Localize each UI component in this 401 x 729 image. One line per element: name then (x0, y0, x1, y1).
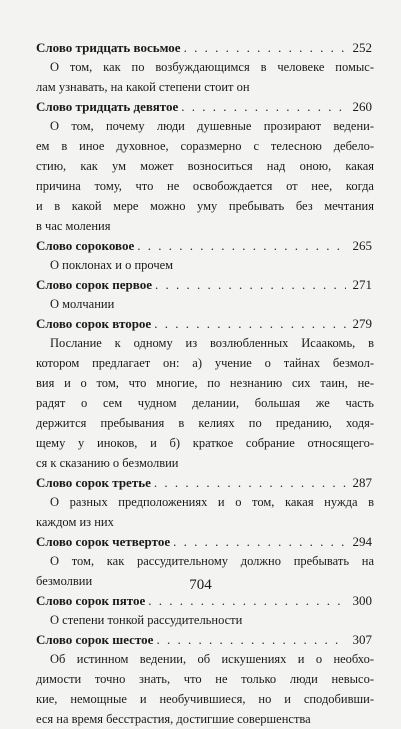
description-line: О степени тонкой рассудительности (50, 613, 243, 627)
entry-page-number: 252 (352, 40, 372, 55)
description-line: каждом из них (36, 515, 114, 529)
description-line: О молчании (50, 297, 115, 311)
description-line: лам узнавать, на какой степени стоит он (36, 80, 250, 94)
description-line: и в какой мере можно уму пребывать без мечтания (36, 199, 374, 213)
description-line: ем в иное духовное, соразмерно с телесною дебело- (36, 139, 374, 153)
entry-description (36, 492, 374, 532)
entry-title-text: Слово сорок второе (36, 316, 152, 331)
description-line: ся к сказанию о безмолвии (36, 456, 179, 470)
description-line: О поклонах и о прочем (50, 258, 174, 272)
entry-description (36, 57, 374, 97)
leader-dots (155, 277, 346, 293)
description-line: держится пребывания в келиях по преданию, ходя- (36, 416, 374, 430)
entry-title-text: Слово сороковое (36, 238, 135, 253)
description-line: причина тому, что не освобождается от нее, когда (36, 179, 374, 193)
description-line: О разных предположениях и о том, какая нужда в (50, 495, 374, 509)
entry-page-number: 307 (352, 632, 372, 647)
toc-entry-title (36, 238, 372, 254)
leader-dots (137, 238, 346, 254)
entry-page-number: 279 (352, 316, 372, 331)
description-line: О том, как рассудительному должно пребывать на (50, 554, 374, 568)
toc-entry-title (36, 632, 372, 648)
leader-dots (173, 534, 346, 550)
description-line: О том, как по возбуждающимся в человеке помыс- (50, 60, 374, 74)
leader-dots (154, 316, 346, 332)
entry-title-text: Слово тридцать девятое (36, 99, 179, 114)
entry-title-text: Слово сорок первое (36, 277, 152, 292)
entry-title-text: Слово сорок шестое (36, 632, 154, 647)
toc-entry-title (36, 40, 372, 56)
entry-title-text: Слово сорок третье (36, 475, 151, 490)
description-line: радят о сем чудном делании, большая же часть (36, 396, 374, 410)
toc-entry-title (36, 534, 372, 550)
leader-dots (148, 593, 346, 609)
description-line: щему у иноков, и б) краткое собрание относящего- (36, 436, 374, 450)
toc-entry-title (36, 593, 372, 609)
description-line: Об истинном ведении, об искушениях и о необхо- (50, 652, 374, 666)
entry-page-number: 265 (352, 238, 372, 253)
entry-page-number: 294 (352, 534, 372, 549)
entry-description (36, 255, 374, 275)
entry-title-text: Слово сорок пятое (36, 593, 146, 608)
leader-dots (156, 632, 346, 648)
description-line: вия и о том, что многие, по незнанию сих таин, не- (36, 376, 374, 390)
entry-page-number: 260 (352, 99, 372, 114)
description-line: кие, немощные и необучившиеся, но и сподобивши- (36, 692, 374, 706)
description-line: еся на время бесстрастия, достигшие совершенства (36, 712, 311, 726)
entry-description (36, 294, 374, 314)
entry-description (36, 649, 374, 729)
leader-dots (154, 475, 346, 491)
toc-entry-title (36, 277, 372, 293)
toc-entry-title (36, 316, 372, 332)
description-line: Послание к одному из возлюбленных Исаакомь, в (50, 336, 374, 350)
description-line: безмолвии (36, 574, 93, 588)
toc-entry-title (36, 475, 372, 491)
entry-description (36, 610, 374, 630)
description-line: димости точно знать, что не только люди невысо- (36, 672, 374, 686)
entry-description (36, 116, 374, 236)
toc-entry-title (36, 99, 372, 115)
description-line: котором предлагает он: а) учение о тайнах безмол- (36, 356, 374, 370)
entry-page-number: 300 (352, 593, 372, 608)
entry-description (36, 333, 374, 473)
description-line: О том, почему люди душевные прозирают ведени- (50, 119, 374, 133)
entry-title-text: Слово тридцать восьмое (36, 40, 181, 55)
description-line: стию, как ум может возноситься над оною, какая (36, 159, 374, 173)
leader-dots (184, 40, 346, 56)
leader-dots (181, 99, 346, 115)
entry-page-number: 271 (352, 277, 372, 292)
page-number: 704 (189, 577, 212, 593)
entry-title-text: Слово сорок четвертое (36, 534, 171, 549)
description-line: в час моления (36, 219, 111, 233)
entry-page-number: 287 (352, 475, 372, 490)
